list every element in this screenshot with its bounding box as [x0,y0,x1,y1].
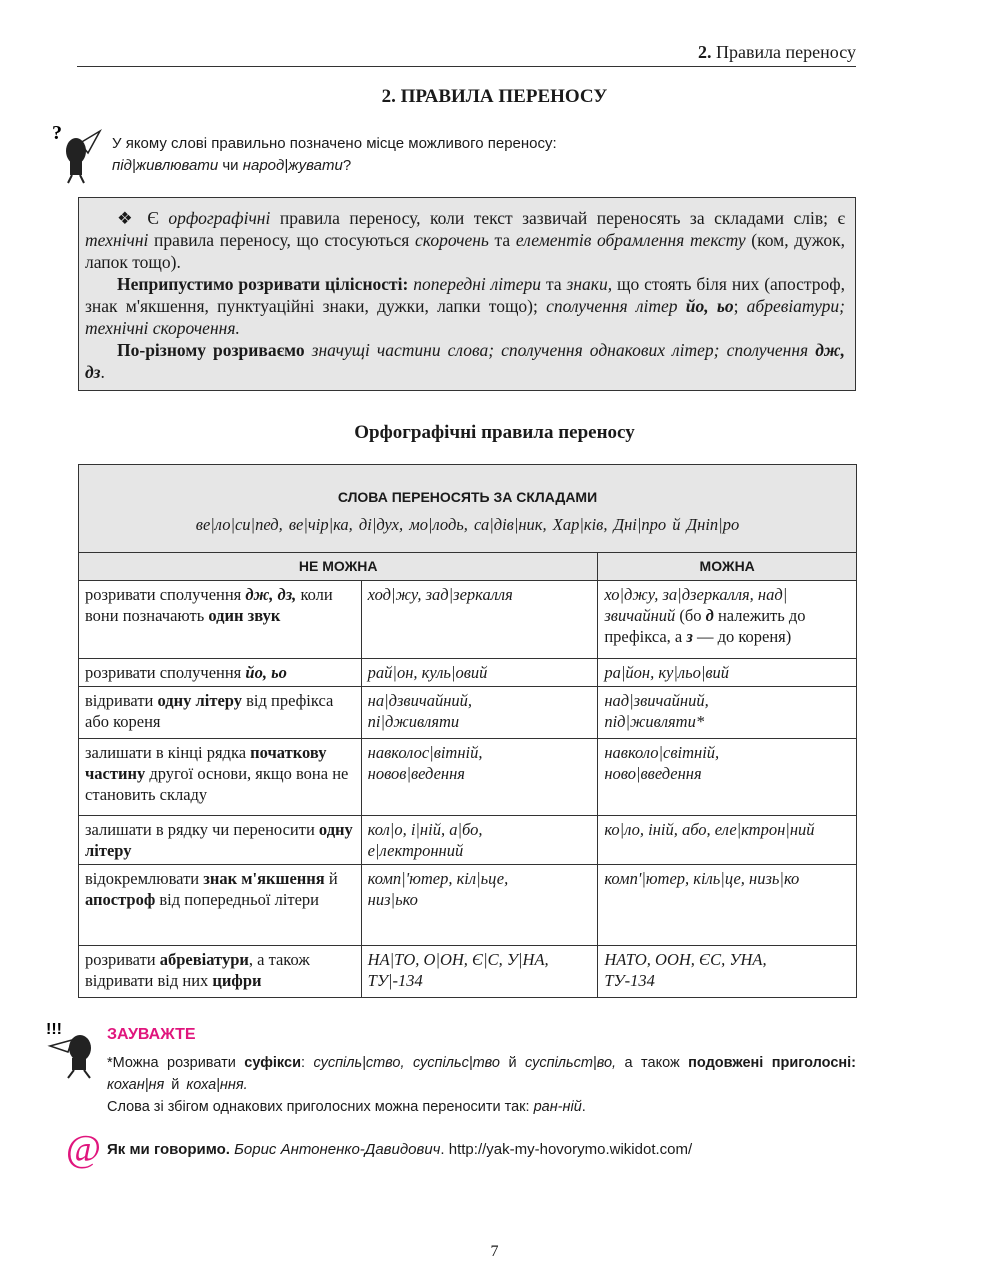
text-segment: коха|ння. [186,1077,248,1093]
wrong-example-cell [361,816,598,865]
text-segment: навколо|світній, [604,743,720,762]
text-segment: розривати сполучення [85,585,246,604]
text-segment: другої основи, якщо вона не становить складу [85,764,349,804]
text-segment: кол|о, і|ній, а|бо, [367,820,483,839]
wrong-example-cell [361,659,598,687]
text-segment: від префікса або кореня [85,691,334,731]
text-segment: д [705,606,714,625]
text-segment: залишати в рядку чи переносити [85,820,319,839]
rule-cell [79,659,362,687]
text-segment: кохан|ня [107,1077,165,1093]
page-title: 2. ПРАВИЛА ПЕРЕНОСУ [381,86,608,107]
correct-example-cell [598,581,857,659]
note-paragraph [107,1096,856,1118]
text-segment: ❖ Є [117,208,169,228]
text-segment: : [300,1055,314,1071]
text-segment: відокремлювати [85,869,204,888]
text-segment: одну літеру [85,820,353,860]
exclaiming-bird-icon [46,1018,102,1080]
reference-author: Борис Антоненко-Давидович [229,1140,441,1158]
text-segment: відривати [85,691,158,710]
text-segment: народ|жувати [242,157,343,174]
table-top-heading: СЛОВА ПЕРЕНОСЯТЬ ЗА СКЛАДАМИ [337,489,598,505]
text-segment: правила переносу, що стосуються [148,230,416,250]
table-row [79,739,857,816]
column-header-not-allowed: НЕ МОЖНА [79,553,598,581]
wrong-example-cell [361,687,598,739]
thinking-bird-icon [50,123,102,185]
text-segment: ТУ-134 [604,971,655,990]
reference-link [66,1130,692,1168]
text-segment: й [324,869,338,888]
text-segment: значущі частини слова; сполучення однакових літер; сполучення [304,340,816,360]
correct-example-cell [598,739,857,816]
text-segment: *Можна розривати [107,1055,245,1071]
text-segment: Неприпустимо розривати цілісності: [117,274,409,294]
text-segment: ран-ній [533,1099,582,1115]
box-paragraph [85,339,845,383]
rule-cell [79,687,362,739]
table-top-examples: ве|ло|си|пед, ве|чір|ка, ді|дух, мо|лодь, са|дів|ник, Хар|ків, Дні|про й Дніп|ро [195,515,740,534]
rule-cell [79,816,362,865]
text-segment: е|лектронний [367,841,464,860]
header-title: Правила переносу [711,42,856,62]
text-segment: подовжені приголосні: [688,1055,857,1071]
table-row [79,659,857,687]
table-row [79,816,857,865]
hyphenation-rules-table [78,464,857,998]
table-row [79,865,857,946]
text-segment: технічні [85,230,149,250]
text-segment: елементів обрамлення тексту [515,230,746,250]
svg-text:!!!: !!! [46,1021,62,1038]
text-segment: дж, дз, [245,585,297,604]
text-segment: залишати в кінці рядка [85,743,251,762]
text-segment: ход|жу, зад|зеркалля [367,585,513,604]
header-number: 2. [697,42,712,62]
text-segment: комп|'ютер, кіл|ьце, [367,869,509,888]
text-segment: що стоять біля них (апостроф, знак м'якшення, пунктуаційні знаки, дужки, лапки тощо); [85,274,845,316]
text-segment: . [581,1099,586,1115]
question-line: У якому слові правильно позначено місце можливого переносу: [112,135,557,152]
text-segment: навколос|вітній, [367,743,483,762]
question [112,133,557,177]
svg-text:?: ? [52,123,62,144]
text-segment: з [686,627,693,646]
text-segment: ра|йон, ку|льо|вий [604,663,730,682]
text-segment: йо, ьо [685,296,734,316]
text-segment: та [541,274,567,294]
question-examples [112,155,557,177]
text-segment: сполучення літер [546,296,686,316]
rule-cell [79,581,362,659]
section-subtitle: Орфографічні правила переносу [354,422,635,443]
text-segment: чи [218,157,243,174]
box-paragraph [85,273,845,339]
text-segment: розривати [85,950,160,969]
text-segment: йо, ьо [245,663,287,682]
text-segment: абревіатури; технічні скорочення. [85,296,845,338]
correct-example-cell [598,865,857,946]
text-segment: абревіатури [159,950,249,969]
box-paragraph [85,207,845,273]
text-segment: суспіль|ство, суспільс|тво [313,1055,500,1071]
wrong-example-cell [361,865,598,946]
text-segment: під|живлювати [112,157,219,174]
text-segment: один звук [208,606,281,625]
text-segment: ко|ло, іній, або, еле|ктрон|ний [604,820,815,839]
note-heading: ЗАУВАЖТЕ [107,1026,196,1043]
text-segment: на|дзвичайний, [367,691,473,710]
text-segment: від попередньої літери [155,890,320,909]
text-segment: початкову частину [85,743,327,783]
text-segment: апостроф [85,890,156,909]
note-paragraph [107,1052,856,1096]
text-segment: , а також відривати від них [85,950,310,990]
text-segment: суспільст|во, [525,1055,617,1071]
text-segment: НА|ТО, О|ОН, Є|С, У|НА, [367,950,549,969]
correct-example-cell [598,687,857,739]
wrong-example-cell [361,581,598,659]
text-segment: новов|ведення [367,764,465,783]
table-top-cell [79,465,857,553]
text-segment: під|живляти* [604,712,705,731]
text-segment: ново|введення [604,764,702,783]
text-segment: належить до префікса, а [604,606,806,646]
running-header [77,42,856,67]
text-segment: комп'|ютер, кіль|це, низь|ко [604,869,800,888]
correct-example-cell [598,946,857,998]
text-segment: НАТО, ООН, ЄС, УНА, [604,950,767,969]
page-number: 7 [490,1243,499,1260]
correct-example-cell [598,816,857,865]
text-segment: Слова зі збігом однакових приголосних можна переносити так: [107,1099,534,1115]
reference-url[interactable]: . http://yak-my-hovorymo.wikidot.com/ [440,1140,693,1158]
text-segment: коли вони позначають [85,585,333,625]
text-segment: розривати сполучення [85,663,246,682]
note-section [107,1024,856,1118]
wrong-example-cell [361,739,598,816]
text-segment: . [100,362,105,382]
text-segment: ТУ|-134 [367,971,423,990]
rule-cell [79,865,362,946]
text-segment: цифри [212,971,262,990]
text-segment: дж, дз [85,340,845,382]
wrong-example-cell [361,946,598,998]
text-segment: скорочень [415,230,489,250]
rule-cell [79,739,362,816]
text-segment: ; [733,296,747,316]
text-segment: суфікси [244,1055,301,1071]
text-segment: орфографічні [168,208,271,228]
text-segment: одну літеру [157,691,242,710]
text-segment: й [499,1055,526,1071]
text-segment: По-різному розриваємо [117,340,305,360]
text-segment: хо|джу, за|дзеркалля, над|звичайний [604,585,788,625]
text-segment: рай|он, куль|овий [367,663,488,682]
rules-summary-box [78,197,856,391]
table-row [79,687,857,739]
correct-example-cell [598,659,857,687]
text-segment: й [164,1077,187,1093]
text-segment: а також [616,1055,689,1071]
text-segment: попередні літери [408,274,542,294]
text-segment: ? [342,157,352,174]
text-segment: та [488,230,516,250]
text-segment: правила переносу, коли текст зазвичай переносять за складами слів; є [270,208,846,228]
at-sign-icon: @ [66,1128,101,1170]
text-segment: пі|дживляти [367,712,460,731]
table-row [79,946,857,998]
table-row [79,581,857,659]
column-header-allowed: МОЖНА [598,553,857,581]
rule-cell [79,946,362,998]
text-segment: — до кореня) [692,627,792,646]
text-segment: знак м'якшення [203,869,325,888]
reference-title: Як ми говоримо. [107,1140,230,1158]
text-segment: низ|ько [367,890,418,909]
text-segment: знаки, [566,274,613,294]
text-segment: (бо [675,606,706,625]
text-segment: над|звичайний, [604,691,709,710]
text-segment: (ком, дужок, лапок тощо). [85,230,845,272]
